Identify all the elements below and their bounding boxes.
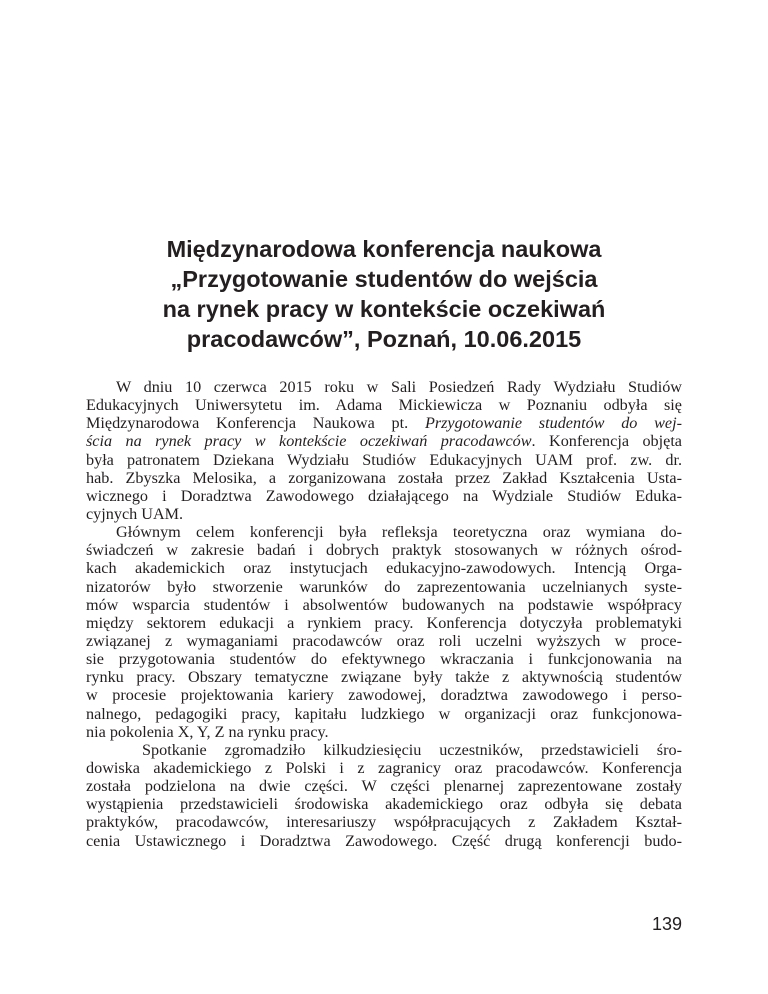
text-line: była patronatem Dziekana Wydziału Studiów Edukacyjnych UAM prof. zw. dr. bbox=[86, 450, 682, 469]
article-body bbox=[86, 378, 682, 850]
text-line bbox=[86, 432, 682, 450]
page-number: 139 bbox=[651, 914, 682, 934]
text-line: wystąpienia przedstawicieli środowiska akademickiego oraz odbyła się debata bbox=[86, 795, 682, 814]
text-line: świadczeń w zakresie badań i dobrych praktyk stosowanych w różnych ośrod- bbox=[86, 541, 682, 560]
text-line: nia pokolenia X, Y, Z na rynku pracy. bbox=[86, 722, 329, 741]
text-line: cyjnych UAM. bbox=[86, 504, 184, 523]
text-line: między sektorem edukacji a rynkiem pracy. Konferencja dotyczyła problematyki bbox=[86, 613, 682, 632]
text-line: nizatorów było stworzenie warunków do zaprezentowania uczelnianych syste- bbox=[86, 577, 682, 596]
text-line: Głównym celem konferencji była refleksja teoretyczna oraz wymiana do- bbox=[116, 523, 682, 542]
text-line: Spotkanie zgromadziło kilkudziesięciu uczestników, przedstawicieli śro- bbox=[142, 740, 682, 759]
text-line: mów wsparcia studentów i absolwentów budowanych na podstawie współpracy bbox=[86, 595, 682, 614]
title-line: Międzynarodowa konferencja naukowa bbox=[166, 236, 602, 262]
text-line: związanej z wymaganiami pracodawców oraz roli uczelni wyższych w proce- bbox=[86, 631, 682, 650]
title-line: pracodawców”, Poznań, 10.06.2015 bbox=[186, 326, 582, 352]
text-segment: Międzynarodowa Konferencja Naukowa pt. bbox=[86, 414, 425, 433]
text-line: W dniu 10 czerwca 2015 roku w Sali Posiedzeń Rady Wydziału Studiów bbox=[116, 378, 682, 396]
italic-title-segment: Przygotowanie studentów do wej- bbox=[424, 414, 682, 433]
text-line: w procesie projektowania kariery zawodowej, doradztwa zawodowego i perso- bbox=[86, 686, 682, 705]
text-line: cenia Ustawicznego i Doradztwa Zawodowego. Część drugą konferencji budo- bbox=[86, 831, 682, 850]
text-line: kach akademickich oraz instytucjach edukacyjno-zawodowych. Intencją Orga- bbox=[86, 559, 682, 578]
text-line: sie przygotowania studentów do efektywnego wkraczania i funkcjonowania na bbox=[86, 650, 682, 669]
text-line: Edukacyjnych Uniwersytetu im. Adama Mickiewicza w Poznaniu odbyła się bbox=[86, 396, 682, 415]
text-line: rynku pracy. Obszary tematyczne związane były także z aktywnością studentów bbox=[86, 668, 682, 687]
text-line: została podzielona na dwie części. W części plenarnej zaprezentowane zostały bbox=[86, 777, 682, 796]
italic-title-segment: ścia na rynek pracy w kontekście oczekiwań pracodawców bbox=[86, 432, 532, 451]
text-segment: . Konferencja objęta bbox=[531, 432, 682, 451]
title-line: na rynek pracy w kontekście oczekiwań bbox=[162, 296, 606, 322]
text-line: nalnego, pedagogiki pracy, kapitału ludzkiego w organizacji oraz funkcjonowa- bbox=[86, 704, 682, 723]
page-title bbox=[96, 234, 672, 354]
text-line: wicznego i Doradztwa Zawodowego działającego na Wydziale Studiów Eduka- bbox=[86, 486, 682, 505]
text-line: hab. Zbyszka Melosika, a zorganizowana została przez Zakład Kształcenia Usta- bbox=[86, 468, 682, 487]
text-line bbox=[86, 414, 682, 432]
title-line: „Przygotowanie studentów do wejścia bbox=[170, 266, 598, 292]
text-line: dowiska akademickiego z Polski i z zagranicy oraz pracodawców. Konferencja bbox=[86, 758, 682, 777]
text-line: praktyków, pracodawców, interesariuszy współpracujących z Zakładem Kształ- bbox=[86, 813, 682, 832]
